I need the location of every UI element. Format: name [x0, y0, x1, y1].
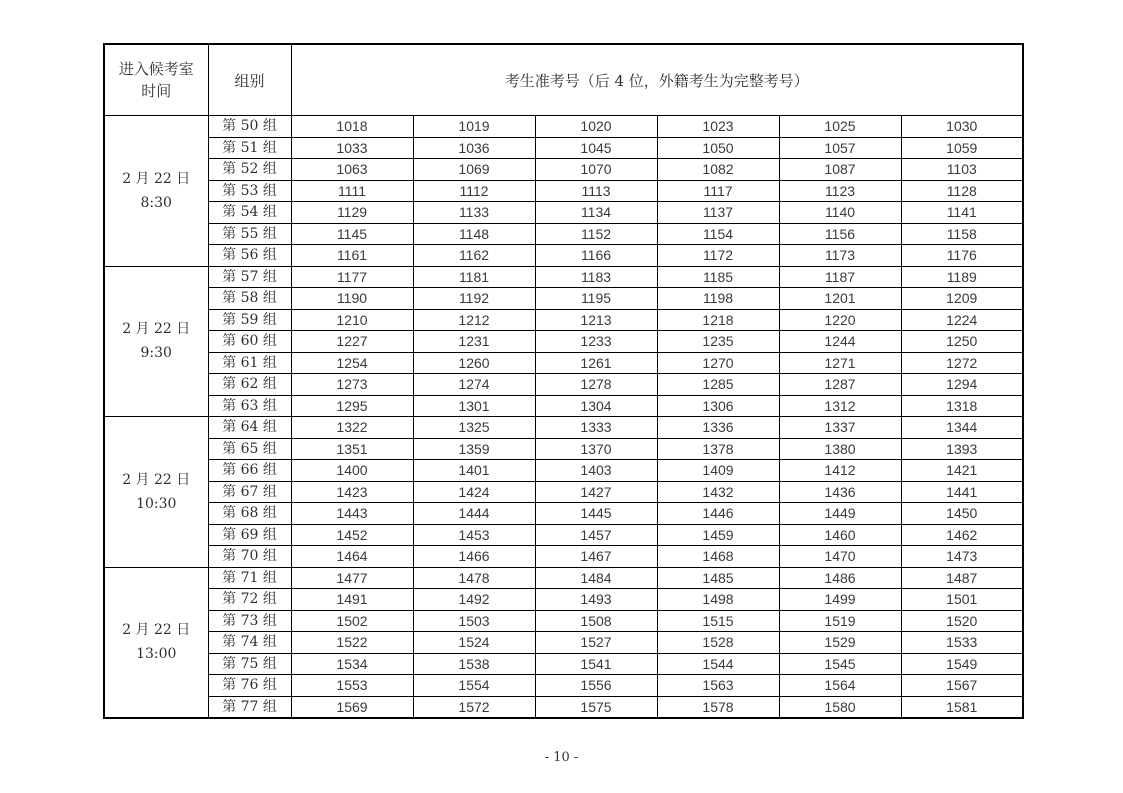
table-row	[104, 632, 1023, 654]
candidate-number-cell: 1522	[291, 632, 413, 654]
group-label-cell: 第 53 组	[208, 180, 291, 202]
candidate-number-cell: 1580	[779, 696, 901, 718]
candidate-number-cell: 1520	[901, 610, 1023, 632]
candidate-number-cell: 1210	[291, 309, 413, 331]
candidate-number-cell: 1478	[413, 567, 535, 589]
candidate-number-cell: 1470	[779, 546, 901, 568]
table-row	[104, 417, 1023, 439]
candidate-number-cell: 1325	[413, 417, 535, 439]
candidate-number-cell: 1019	[413, 116, 535, 138]
candidate-number-cell: 1450	[901, 503, 1023, 525]
candidate-number-cell: 1460	[779, 524, 901, 546]
group-label-cell: 第 61 组	[208, 352, 291, 374]
candidate-number-cell: 1172	[657, 245, 779, 267]
candidate-number-cell: 1018	[291, 116, 413, 138]
group-label-cell: 第 54 组	[208, 202, 291, 224]
candidate-number-cell: 1183	[535, 266, 657, 288]
entry-time-cell	[104, 567, 208, 718]
candidate-number-cell: 1063	[291, 159, 413, 181]
candidate-number-cell: 1477	[291, 567, 413, 589]
candidate-number-cell: 1050	[657, 137, 779, 159]
candidate-number-cell: 1457	[535, 524, 657, 546]
candidate-number-cell: 1059	[901, 137, 1023, 159]
candidate-number-cell: 1057	[779, 137, 901, 159]
candidate-number-cell: 1185	[657, 266, 779, 288]
group-label-cell: 第 69 组	[208, 524, 291, 546]
group-label-cell: 第 59 组	[208, 309, 291, 331]
candidate-number-cell: 1128	[901, 180, 1023, 202]
candidate-number-cell: 1499	[779, 589, 901, 611]
header-candidate-numbers: 考生准考号（后 4 位，外籍考生为完整考号）	[291, 44, 1023, 116]
candidate-number-cell: 1162	[413, 245, 535, 267]
candidate-number-cell: 1486	[779, 567, 901, 589]
table-row	[104, 567, 1023, 589]
candidate-number-cell: 1446	[657, 503, 779, 525]
candidate-number-cell: 1441	[901, 481, 1023, 503]
candidate-number-cell: 1154	[657, 223, 779, 245]
candidate-number-cell: 1218	[657, 309, 779, 331]
table-row	[104, 309, 1023, 331]
candidate-number-cell: 1030	[901, 116, 1023, 138]
table-row	[104, 610, 1023, 632]
candidate-number-cell: 1412	[779, 460, 901, 482]
candidate-number-cell: 1493	[535, 589, 657, 611]
candidate-number-cell: 1468	[657, 546, 779, 568]
group-label-cell: 第 60 组	[208, 331, 291, 353]
candidate-number-cell: 1189	[901, 266, 1023, 288]
candidate-number-cell: 1467	[535, 546, 657, 568]
page-number: - 10 -	[544, 750, 579, 765]
candidate-number-cell: 1123	[779, 180, 901, 202]
candidate-number-cell: 1449	[779, 503, 901, 525]
header-entry-time-line2: 时间	[141, 82, 172, 100]
candidate-number-cell: 1020	[535, 116, 657, 138]
candidate-number-cell: 1473	[901, 546, 1023, 568]
group-label-cell: 第 72 组	[208, 589, 291, 611]
candidate-number-cell: 1528	[657, 632, 779, 654]
candidate-number-cell: 1156	[779, 223, 901, 245]
candidate-number-cell: 1403	[535, 460, 657, 482]
candidate-number-cell: 1432	[657, 481, 779, 503]
candidate-number-cell: 1359	[413, 438, 535, 460]
candidate-number-cell: 1484	[535, 567, 657, 589]
candidate-number-cell: 1137	[657, 202, 779, 224]
candidate-number-cell: 1274	[413, 374, 535, 396]
group-label-cell: 第 77 组	[208, 696, 291, 718]
candidate-number-cell: 1424	[413, 481, 535, 503]
candidate-number-cell: 1198	[657, 288, 779, 310]
candidate-number-cell: 1192	[413, 288, 535, 310]
table-row	[104, 223, 1023, 245]
candidate-number-cell: 1436	[779, 481, 901, 503]
table-body	[104, 116, 1023, 719]
candidate-number-cell: 1549	[901, 653, 1023, 675]
candidate-number-cell: 1070	[535, 159, 657, 181]
candidate-number-cell: 1033	[291, 137, 413, 159]
candidate-number-cell: 1544	[657, 653, 779, 675]
candidate-number-cell: 1201	[779, 288, 901, 310]
candidate-number-cell: 1378	[657, 438, 779, 460]
entry-time-text: 8:30	[140, 194, 172, 211]
group-label-cell: 第 67 组	[208, 481, 291, 503]
candidate-number-cell: 1519	[779, 610, 901, 632]
table-row	[104, 395, 1023, 417]
candidate-number-cell: 1508	[535, 610, 657, 632]
candidate-number-cell: 1176	[901, 245, 1023, 267]
group-label-cell: 第 50 组	[208, 116, 291, 138]
candidate-number-cell: 1564	[779, 675, 901, 697]
candidate-number-cell: 1575	[535, 696, 657, 718]
candidate-number-cell: 1502	[291, 610, 413, 632]
table-row	[104, 137, 1023, 159]
candidate-number-cell: 1141	[901, 202, 1023, 224]
candidate-number-cell: 1158	[901, 223, 1023, 245]
table-row	[104, 589, 1023, 611]
table-row	[104, 438, 1023, 460]
table-header-row	[104, 44, 1023, 116]
candidate-number-cell: 1025	[779, 116, 901, 138]
candidate-number-cell: 1453	[413, 524, 535, 546]
candidate-number-cell: 1380	[779, 438, 901, 460]
candidate-number-cell: 1220	[779, 309, 901, 331]
candidate-number-cell: 1337	[779, 417, 901, 439]
candidate-number-cell: 1466	[413, 546, 535, 568]
candidate-number-cell: 1533	[901, 632, 1023, 654]
candidate-number-cell: 1133	[413, 202, 535, 224]
candidate-number-cell: 1400	[291, 460, 413, 482]
candidate-number-cell: 1464	[291, 546, 413, 568]
candidate-number-cell: 1111	[291, 180, 413, 202]
candidate-number-cell: 1534	[291, 653, 413, 675]
group-label-cell: 第 71 组	[208, 567, 291, 589]
entry-date-text: 2 月 22 日	[122, 170, 191, 187]
candidate-number-cell: 1529	[779, 632, 901, 654]
entry-time-text: 13:00	[136, 646, 177, 663]
candidate-number-cell: 1173	[779, 245, 901, 267]
candidate-number-cell: 1250	[901, 331, 1023, 353]
entry-time-text: 9:30	[140, 345, 172, 362]
group-label-cell: 第 65 组	[208, 438, 291, 460]
candidate-number-cell: 1304	[535, 395, 657, 417]
table-row	[104, 180, 1023, 202]
group-label-cell: 第 75 组	[208, 653, 291, 675]
candidate-number-cell: 1318	[901, 395, 1023, 417]
candidate-number-cell: 1152	[535, 223, 657, 245]
candidate-number-cell: 1082	[657, 159, 779, 181]
table-row	[104, 352, 1023, 374]
candidate-number-cell: 1045	[535, 137, 657, 159]
entry-date-text: 2 月 22 日	[122, 471, 191, 488]
entry-time-text: 10:30	[136, 495, 177, 512]
table-row	[104, 503, 1023, 525]
candidate-number-cell: 1112	[413, 180, 535, 202]
candidate-number-cell: 1452	[291, 524, 413, 546]
candidate-number-cell: 1485	[657, 567, 779, 589]
candidate-number-cell: 1161	[291, 245, 413, 267]
candidate-number-cell: 1224	[901, 309, 1023, 331]
group-label-cell: 第 76 组	[208, 675, 291, 697]
table-row	[104, 266, 1023, 288]
candidate-number-cell: 1145	[291, 223, 413, 245]
candidate-number-cell: 1270	[657, 352, 779, 374]
candidate-number-cell: 1445	[535, 503, 657, 525]
candidate-number-cell: 1524	[413, 632, 535, 654]
candidate-number-cell: 1301	[413, 395, 535, 417]
candidate-number-cell: 1563	[657, 675, 779, 697]
table-row	[104, 546, 1023, 568]
candidate-number-cell: 1567	[901, 675, 1023, 697]
table-row	[104, 331, 1023, 353]
candidate-number-cell: 1492	[413, 589, 535, 611]
table-row	[104, 245, 1023, 267]
candidate-number-cell: 1491	[291, 589, 413, 611]
candidate-number-cell: 1344	[901, 417, 1023, 439]
candidate-number-cell: 1515	[657, 610, 779, 632]
entry-date-text: 2 月 22 日	[122, 622, 191, 639]
table-row	[104, 481, 1023, 503]
entry-time-cell	[104, 116, 208, 267]
table-row	[104, 202, 1023, 224]
group-label-cell: 第 62 组	[208, 374, 291, 396]
table-row	[104, 116, 1023, 138]
group-label-cell: 第 56 组	[208, 245, 291, 267]
candidate-number-cell: 1254	[291, 352, 413, 374]
candidate-number-cell: 1036	[413, 137, 535, 159]
candidate-number-cell: 1233	[535, 331, 657, 353]
candidate-number-cell: 1538	[413, 653, 535, 675]
header-entry-time-line1: 进入候考室	[118, 60, 194, 78]
candidate-number-cell: 1134	[535, 202, 657, 224]
candidate-number-cell: 1427	[535, 481, 657, 503]
candidate-number-cell: 1117	[657, 180, 779, 202]
candidate-number-cell: 1443	[291, 503, 413, 525]
group-label-cell: 第 52 组	[208, 159, 291, 181]
entry-time-cell	[104, 417, 208, 568]
candidate-number-cell: 1554	[413, 675, 535, 697]
entry-time-cell	[104, 266, 208, 417]
candidate-number-cell: 1462	[901, 524, 1023, 546]
candidate-number-cell: 1423	[291, 481, 413, 503]
candidate-number-cell: 1498	[657, 589, 779, 611]
candidate-number-cell: 1261	[535, 352, 657, 374]
candidate-number-cell: 1444	[413, 503, 535, 525]
header-entry-time	[104, 44, 208, 116]
candidate-number-cell: 1177	[291, 266, 413, 288]
candidate-number-cell: 1336	[657, 417, 779, 439]
candidate-number-cell: 1195	[535, 288, 657, 310]
candidate-number-cell: 1287	[779, 374, 901, 396]
candidate-number-cell: 1401	[413, 460, 535, 482]
candidate-number-cell: 1166	[535, 245, 657, 267]
candidate-number-cell: 1244	[779, 331, 901, 353]
candidate-number-cell: 1213	[535, 309, 657, 331]
candidate-number-cell: 1578	[657, 696, 779, 718]
table-row	[104, 696, 1023, 718]
candidate-number-cell: 1069	[413, 159, 535, 181]
group-label-cell: 第 51 组	[208, 137, 291, 159]
candidate-number-cell: 1231	[413, 331, 535, 353]
candidate-number-cell: 1148	[413, 223, 535, 245]
candidate-number-cell: 1181	[413, 266, 535, 288]
table-row	[104, 524, 1023, 546]
candidate-number-cell: 1322	[291, 417, 413, 439]
candidate-number-cell: 1553	[291, 675, 413, 697]
table-row	[104, 374, 1023, 396]
table-row	[104, 288, 1023, 310]
candidate-number-cell: 1351	[291, 438, 413, 460]
table-row	[104, 675, 1023, 697]
candidate-number-cell: 1487	[901, 567, 1023, 589]
candidate-number-cell: 1312	[779, 395, 901, 417]
group-label-cell: 第 68 组	[208, 503, 291, 525]
candidate-number-cell: 1278	[535, 374, 657, 396]
candidate-number-cell: 1129	[291, 202, 413, 224]
candidate-number-cell: 1087	[779, 159, 901, 181]
exam-schedule-table	[103, 43, 1024, 719]
candidate-number-cell: 1545	[779, 653, 901, 675]
candidate-number-cell: 1260	[413, 352, 535, 374]
group-label-cell: 第 73 组	[208, 610, 291, 632]
candidate-number-cell: 1271	[779, 352, 901, 374]
candidate-number-cell: 1527	[535, 632, 657, 654]
candidate-number-cell: 1393	[901, 438, 1023, 460]
candidate-number-cell: 1556	[535, 675, 657, 697]
candidate-number-cell: 1503	[413, 610, 535, 632]
candidate-number-cell: 1023	[657, 116, 779, 138]
candidate-number-cell: 1272	[901, 352, 1023, 374]
group-label-cell: 第 63 组	[208, 395, 291, 417]
candidate-number-cell: 1581	[901, 696, 1023, 718]
candidate-number-cell: 1273	[291, 374, 413, 396]
candidate-number-cell: 1209	[901, 288, 1023, 310]
candidate-number-cell: 1103	[901, 159, 1023, 181]
candidate-number-cell: 1212	[413, 309, 535, 331]
candidate-number-cell: 1235	[657, 331, 779, 353]
group-label-cell: 第 66 组	[208, 460, 291, 482]
header-group: 组别	[208, 44, 291, 116]
candidate-number-cell: 1190	[291, 288, 413, 310]
candidate-number-cell: 1140	[779, 202, 901, 224]
entry-date-text: 2 月 22 日	[122, 321, 191, 338]
candidate-number-cell: 1333	[535, 417, 657, 439]
candidate-number-cell: 1227	[291, 331, 413, 353]
candidate-number-cell: 1409	[657, 460, 779, 482]
group-label-cell: 第 55 组	[208, 223, 291, 245]
candidate-number-cell: 1569	[291, 696, 413, 718]
candidate-number-cell: 1421	[901, 460, 1023, 482]
candidate-number-cell: 1295	[291, 395, 413, 417]
group-label-cell: 第 58 组	[208, 288, 291, 310]
candidate-number-cell: 1459	[657, 524, 779, 546]
candidate-number-cell: 1294	[901, 374, 1023, 396]
table-row	[104, 653, 1023, 675]
candidate-number-cell: 1306	[657, 395, 779, 417]
candidate-number-cell: 1370	[535, 438, 657, 460]
candidate-number-cell: 1113	[535, 180, 657, 202]
candidate-number-cell: 1501	[901, 589, 1023, 611]
group-label-cell: 第 57 组	[208, 266, 291, 288]
candidate-number-cell: 1285	[657, 374, 779, 396]
candidate-number-cell: 1572	[413, 696, 535, 718]
candidate-number-cell: 1187	[779, 266, 901, 288]
table-row	[104, 460, 1023, 482]
candidate-number-cell: 1541	[535, 653, 657, 675]
group-label-cell: 第 70 组	[208, 546, 291, 568]
table-row	[104, 159, 1023, 181]
group-label-cell: 第 74 组	[208, 632, 291, 654]
group-label-cell: 第 64 组	[208, 417, 291, 439]
